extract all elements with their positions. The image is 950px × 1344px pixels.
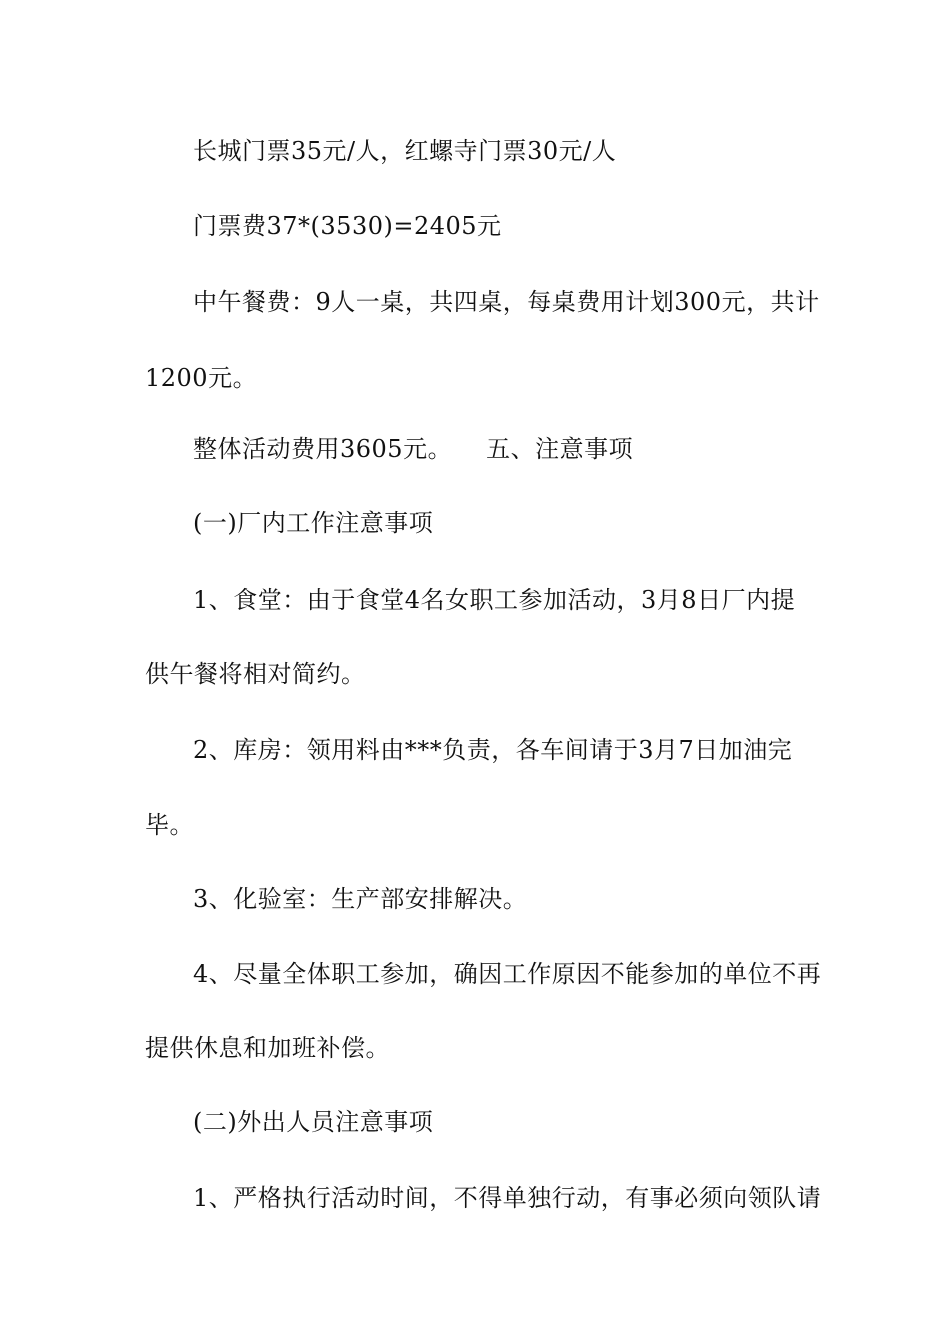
text-line: 长城门票35元/人，红螺寺门票30元/人 [193,137,617,165]
text-line: 毕。 [145,811,194,839]
text-line [193,434,863,464]
text-line: 3、化验室：生产部安排解决。 [193,885,528,913]
subsection-heading: (一)厂内工作注意事项 [193,509,434,537]
text-line: 供午餐将相对简约。 [145,660,366,688]
text-line: 1200元。 [145,364,258,392]
text-line: 中午餐费：9人一桌，共四桌，每桌费用计划300元，共计 [193,288,820,316]
text-line: 1、食堂：由于食堂4名女职工参加活动，3月8日厂内提 [193,586,796,614]
text-line: 4、尽量全体职工参加，确因工作原因不能参加的单位不再 [193,960,822,988]
section-heading: 五、注意事项 [486,435,634,463]
summary-text: 整体活动费用3605元。 [193,435,453,463]
text-line: 1、严格执行活动时间，不得单独行动，有事必须向领队请 [193,1184,822,1212]
text-line: 门票费37*(3530)=2405元 [193,212,502,240]
subsection-heading: (二)外出人员注意事项 [193,1108,434,1136]
text-line: 提供休息和加班补偿。 [145,1034,390,1062]
text-line: 2、库房：领用料由***负责，各车间请于3月7日加油完 [193,736,793,764]
